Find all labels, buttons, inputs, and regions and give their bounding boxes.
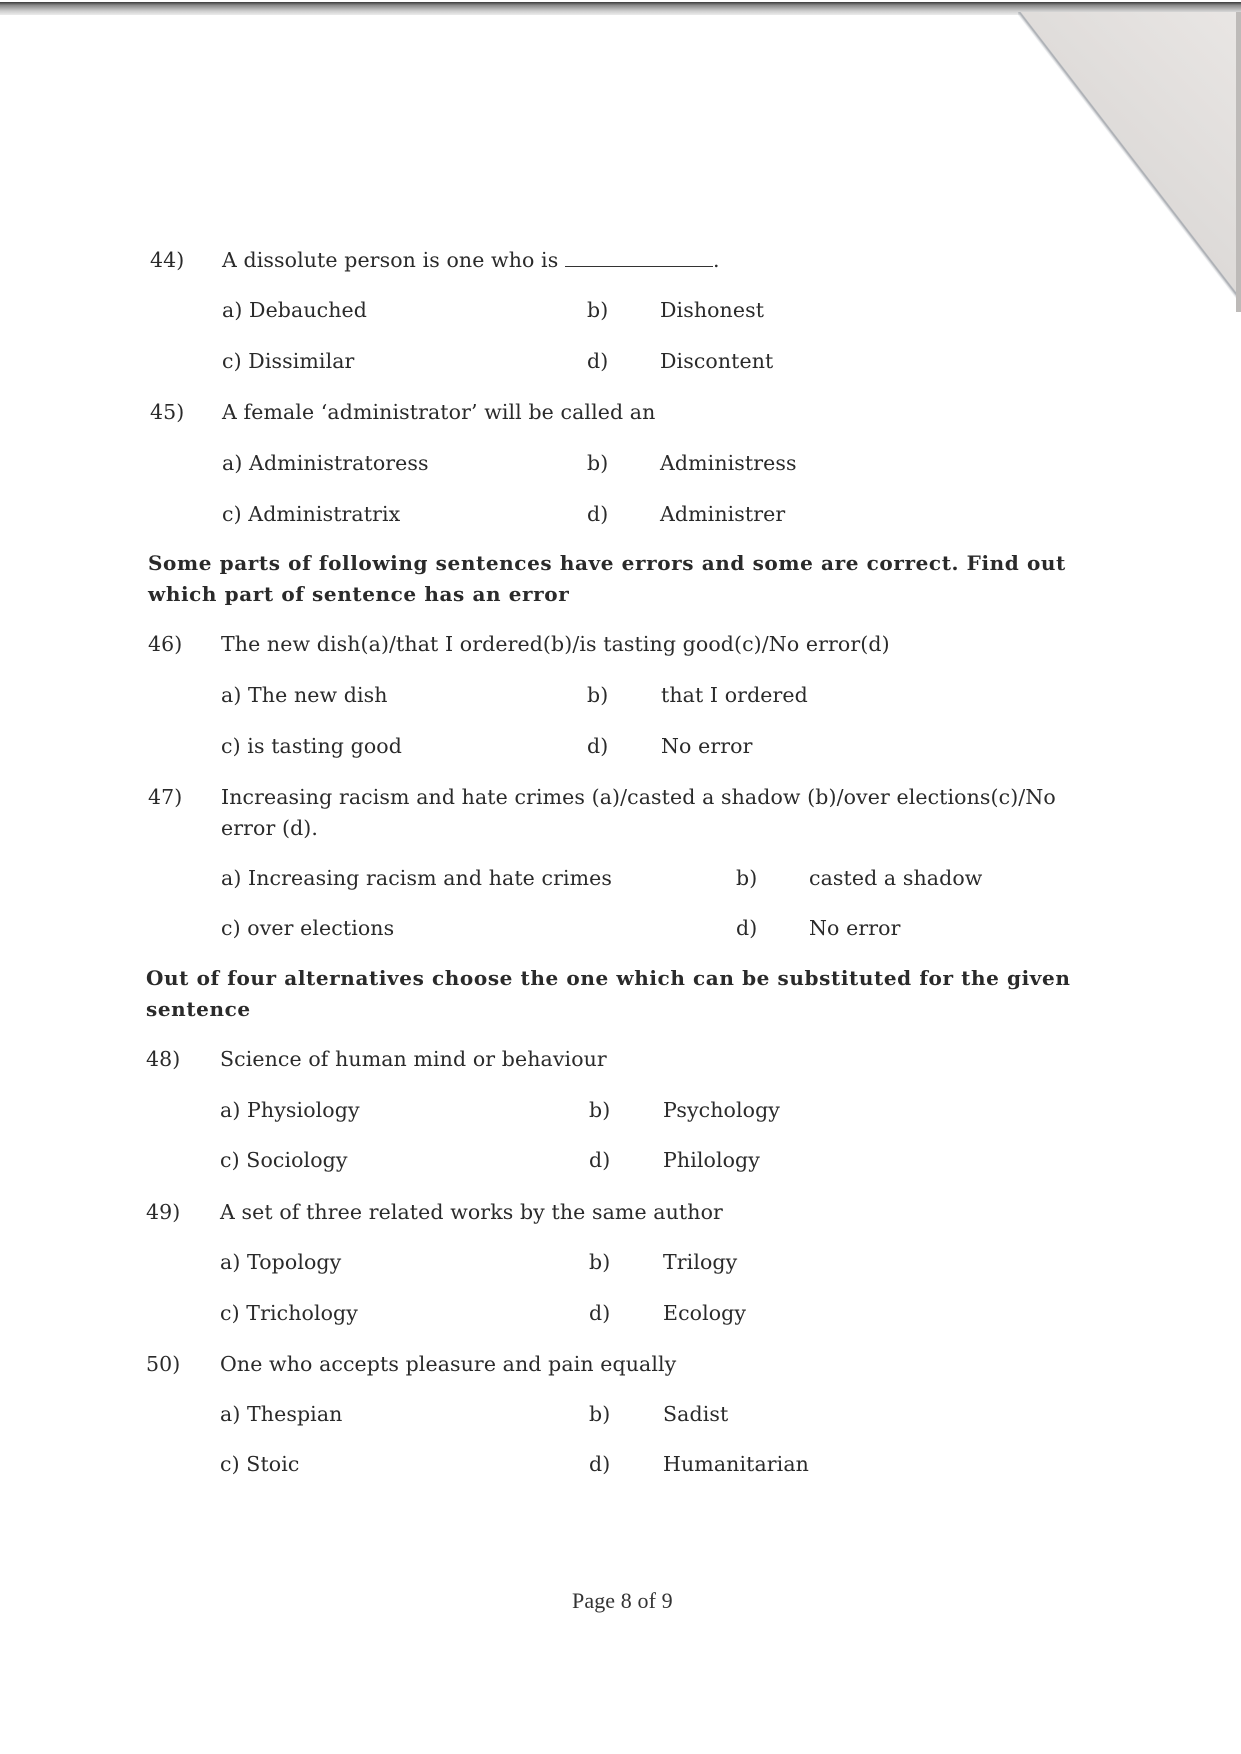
option-b-label: b) [589,1098,611,1122]
instruction-line-1: Out of four alternatives choose the one which can be substituted for the given [146,966,1071,990]
question-text: A set of three related works by the same author [220,1200,723,1224]
option-b: casted a shadow [809,866,983,890]
option-d: Discontent [660,349,774,373]
option-d-label: d) [587,349,609,373]
option-c: c) Trichology [220,1301,358,1325]
option-a: a) Physiology [220,1098,360,1122]
option-c: c) Stoic [220,1452,300,1476]
option-b: that I ordered [661,683,808,707]
option-c: c) is tasting good [221,734,402,758]
instruction-line-1: Some parts of following sentences have errors and some are correct. Find out [148,551,1066,575]
page-corner-fold-edge [1018,12,1241,302]
option-d-label: d) [736,916,758,940]
option-b-label: b) [736,866,758,890]
question-number: 48) [146,1047,181,1071]
option-d-label: d) [587,734,609,758]
option-d: Ecology [663,1301,747,1325]
question-number: 44) [150,248,185,272]
option-d-label: d) [587,502,609,526]
option-d: No error [809,916,901,940]
option-d: Philology [663,1148,760,1172]
option-a: a) Administratoress [222,451,429,475]
option-b-label: b) [589,1402,611,1426]
option-c: c) Administratrix [222,502,401,526]
instruction-line-2: sentence [146,997,251,1021]
option-b-label: b) [587,683,609,707]
instruction-line-2: which part of sentence has an error [148,582,570,606]
question-number: 46) [148,632,183,656]
option-a: a) The new dish [221,683,388,707]
option-b-label: b) [587,298,609,322]
question-text [222,248,720,272]
option-c: c) Dissimilar [222,349,355,373]
option-c: c) over elections [221,916,395,940]
question-number: 50) [146,1352,181,1376]
option-b: Administress [660,451,797,475]
question-text-line-1: Increasing racism and hate crimes (a)/casted a shadow (b)/over elections(c)/No [221,785,1056,809]
option-a: a) Debauched [222,298,367,322]
question-text: Science of human mind or behaviour [220,1047,607,1071]
option-b: Psychology [663,1098,780,1122]
page-number: Page 8 of 9 [572,1588,673,1613]
option-b: Dishonest [660,298,765,322]
question-text: A female ‘administrator’ will be called an [222,400,656,424]
option-b-label: b) [589,1250,611,1274]
question-text: The new dish(a)/that I ordered(b)/is tasting good(c)/No error(d) [221,632,890,656]
question-number: 47) [148,785,183,809]
question-number: 45) [150,400,185,424]
option-d-label: d) [589,1452,611,1476]
option-b-label: b) [587,451,609,475]
question-text-line-2: error (d). [221,816,319,840]
option-d: Humanitarian [663,1452,809,1476]
option-d: No error [661,734,753,758]
option-a: a) Topology [220,1250,342,1274]
question-text-content: A dissolute person is one who is [222,248,559,272]
question-number: 49) [146,1200,181,1224]
question-text: One who accepts pleasure and pain equally [220,1352,677,1376]
option-a: a) Thespian [220,1402,343,1426]
option-c: c) Sociology [220,1148,348,1172]
scan-right-edge [1236,12,1241,312]
option-b: Sadist [663,1402,729,1426]
answer-blank [565,248,713,267]
option-d-label: d) [589,1148,611,1172]
option-b: Trilogy [663,1250,738,1274]
option-d-label: d) [589,1301,611,1325]
question-suffix: . [712,248,720,272]
option-d: Administrer [660,502,786,526]
option-a: a) Increasing racism and hate crimes [221,866,613,890]
